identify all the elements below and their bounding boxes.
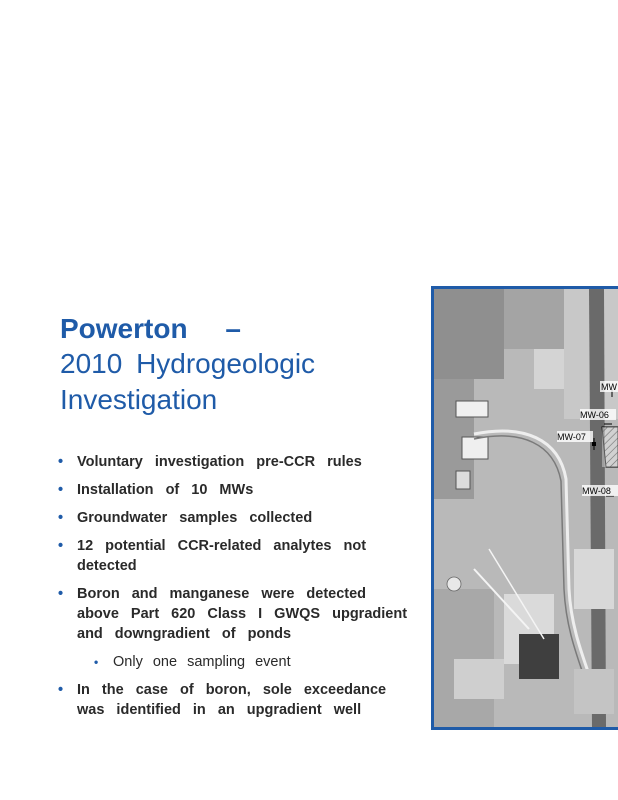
bullet-text: Groundwater samples collected bbox=[77, 510, 313, 526]
bullet-item bbox=[58, 508, 408, 528]
bullet-text: Voluntary investigation pre-CCR rules bbox=[77, 454, 362, 470]
bullet-item bbox=[58, 584, 408, 644]
aerial-photo bbox=[434, 289, 618, 727]
well-label: MW-06 bbox=[580, 410, 609, 420]
bullet-text: Only one sampling event bbox=[113, 654, 291, 670]
well-label: MW-08 bbox=[582, 486, 611, 496]
bullet-dot-icon: • bbox=[94, 655, 99, 669]
bullet-item bbox=[58, 680, 408, 720]
well-label: MW-07 bbox=[557, 432, 586, 442]
bullet-text: Boron and manganese were detected above Part 620 Class I GWQS upgradient and downgradient of ponds bbox=[77, 586, 408, 642]
bullet-text: In the case of boron, sole exceedance was identified in an upgradient well bbox=[77, 682, 387, 718]
bullet-dot-icon: • bbox=[58, 682, 64, 698]
bullet-item bbox=[58, 480, 408, 500]
bullet-text: Installation of 10 MWs bbox=[77, 482, 254, 498]
bullet-list bbox=[58, 452, 408, 728]
bullet-dot-icon: • bbox=[58, 510, 64, 526]
well-label: MW bbox=[601, 382, 617, 392]
bullet-dot-icon: • bbox=[58, 454, 64, 470]
bullet-dot-icon: • bbox=[58, 586, 64, 602]
title-line-2: 2010 Hydrogeologic bbox=[60, 348, 316, 379]
bullet-dot-icon: • bbox=[58, 482, 64, 498]
sub-bullet-item bbox=[58, 652, 408, 672]
bullet-item bbox=[58, 452, 408, 472]
title-line-3: Investigation bbox=[60, 384, 218, 415]
bullet-text: 12 potential CCR-related analytes not detected bbox=[77, 538, 367, 574]
bullet-item bbox=[58, 536, 408, 576]
slide-title bbox=[60, 312, 420, 418]
title-line-1: Powerton – bbox=[60, 313, 241, 344]
bullet-dot-icon: • bbox=[58, 538, 64, 554]
aerial-site-map bbox=[431, 286, 618, 730]
